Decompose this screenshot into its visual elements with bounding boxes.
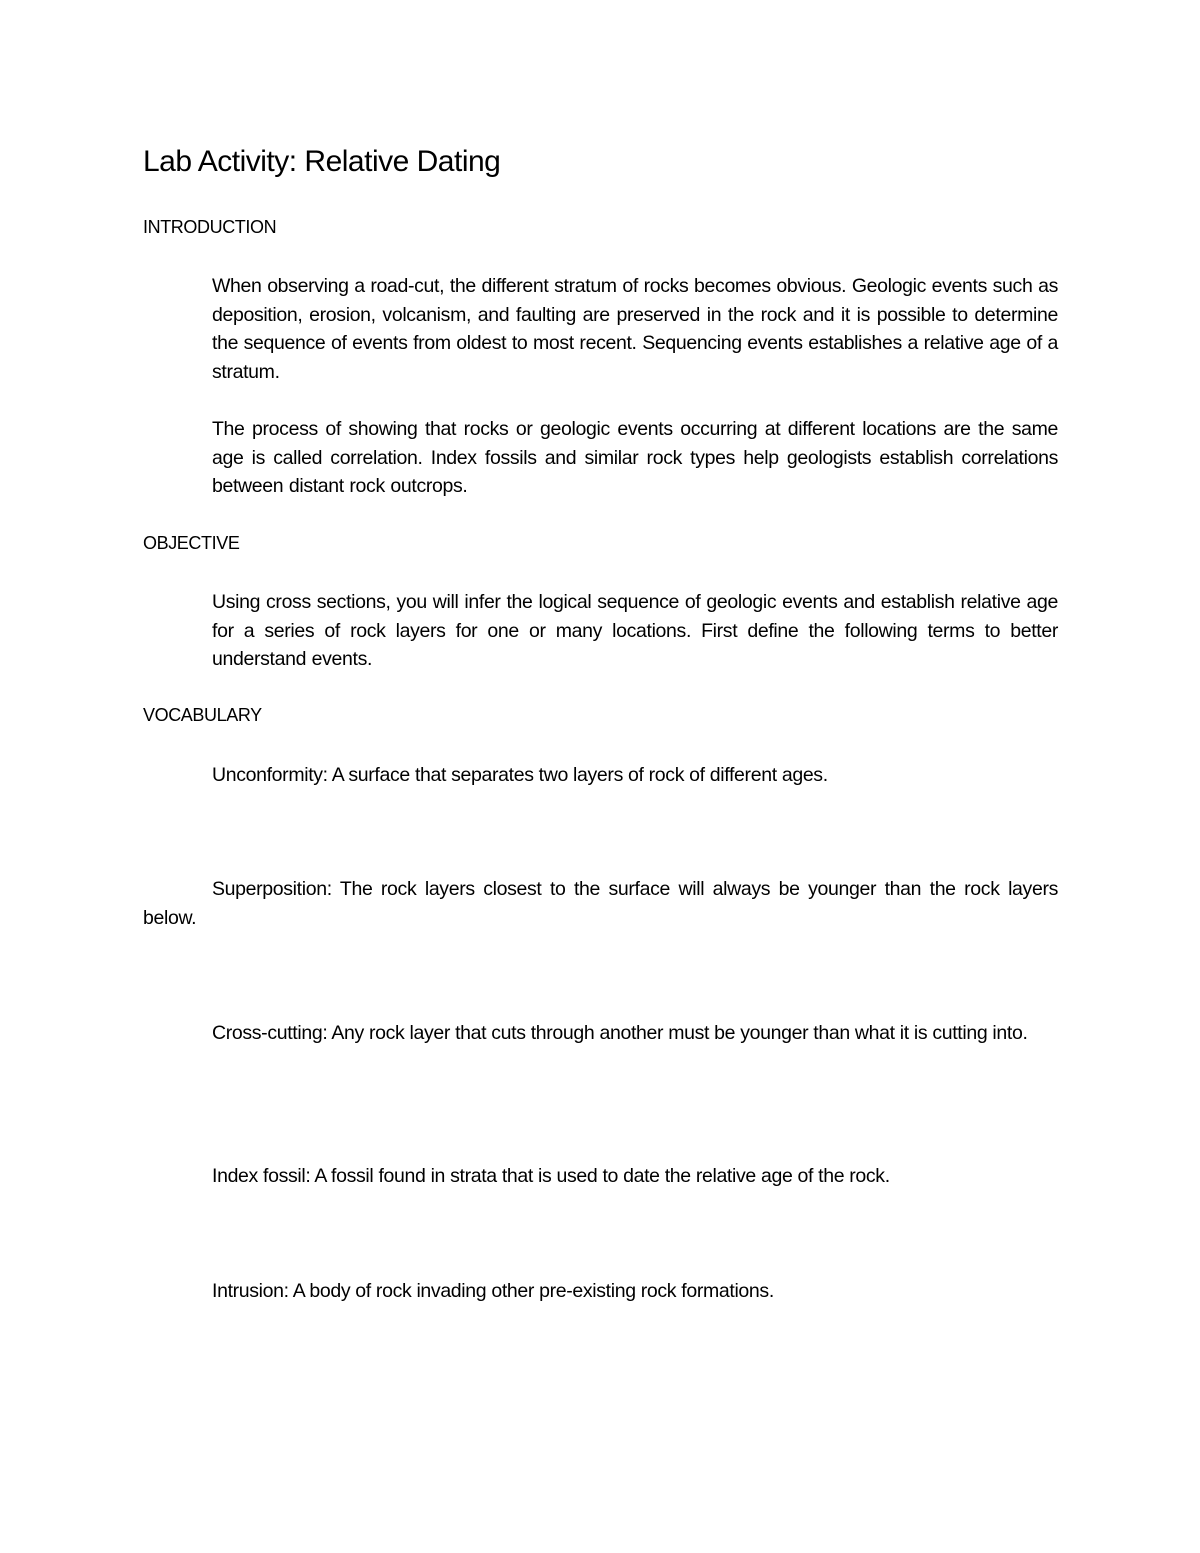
- objective-paragraph: Using cross sections, you will infer the logical sequence of geologic events and establish relative age for a series of rock layers for one or many locations. First define the following terms to better understand events.: [212, 591, 1058, 671]
- introduction-paragraph-2: The process of showing that rocks or geologic events occurring at different locations are the same age is called correlation. Index fossils and similar rock types help geologists establish correlations between distant rock outcrops.: [212, 418, 1058, 498]
- introduction-heading: INTRODUCTION: [143, 217, 277, 237]
- page-title: Lab Activity: Relative Dating: [143, 145, 501, 178]
- vocab-term-index-fossil: Index fossil: A fossil found in strata that is used to date the relative age of the rock.: [212, 1165, 890, 1187]
- vocab-term-intrusion: Intrusion: A body of rock invading other pre-existing rock formations.: [212, 1280, 774, 1302]
- introduction-paragraph-1: When observing a road-cut, the different stratum of rocks becomes obvious. Geologic events such as deposition, erosion, volcanism, and faulting are preserved in the rock and it is possible to determine the sequence of events from oldest to most recent. Sequencing events establishes a relative age of a stratum.: [212, 275, 1058, 383]
- vocabulary-heading: VOCABULARY: [143, 705, 262, 725]
- vocab-term-superposition: Superposition: The rock layers closest to the surface will always be younger than the rock layers below.: [143, 878, 1058, 929]
- vocab-term-unconformity: Unconformity: A surface that separates two layers of rock of different ages.: [212, 764, 828, 786]
- vocab-term-cross-cutting: Cross-cutting: Any rock layer that cuts through another must be younger than what it is cutting into.: [212, 1022, 1028, 1044]
- objective-heading: OBJECTIVE: [143, 533, 240, 553]
